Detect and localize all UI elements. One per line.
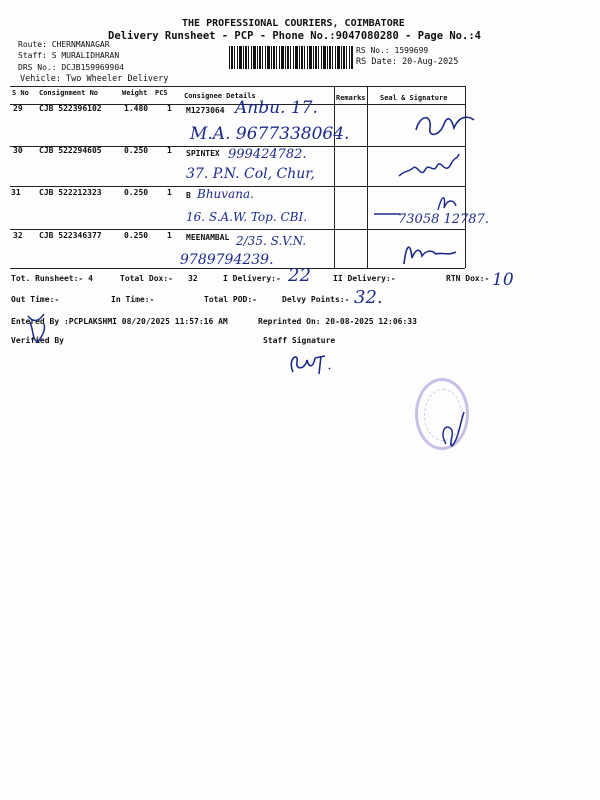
tot-runsheet: Tot. Runsheet:- 4	[11, 274, 93, 283]
signature-mark	[395, 150, 465, 186]
row-pcs: 1	[167, 188, 172, 197]
page-title: Delivery Runsheet - PCP - Phone No.:9047080280 - Page No.:4	[108, 30, 481, 42]
row-weight: 0.250	[124, 146, 149, 155]
delvy-points-label: Delvy Points:-	[282, 295, 350, 304]
header-remarks: Remarks	[336, 94, 366, 102]
table-top-rule	[10, 86, 465, 87]
staff-label: Staff: S MURALIDHARAN	[18, 51, 120, 60]
signature-mark	[400, 236, 460, 266]
rtn-dox-value: 10	[492, 270, 514, 290]
barcode	[229, 46, 353, 69]
row-pcs: 1	[167, 231, 172, 240]
row-sno: 32	[13, 231, 23, 240]
handwritten-phone: M.A. 9677338064.	[190, 124, 350, 144]
i-delivery-value: 22	[288, 265, 311, 286]
rs-date: RS Date: 20-Aug-2025	[356, 57, 459, 67]
handwritten-address: 16. S.A.W. Top. CBI.	[186, 210, 308, 224]
rs-number: RS No.: 1599699	[356, 46, 429, 55]
row-consignment: CJB 522212323	[39, 188, 102, 197]
handwritten-address: 2/35. S.V.N.	[236, 234, 307, 248]
handwritten-phone: 9789794239.	[180, 252, 274, 268]
row-weight: 0.250	[124, 188, 149, 197]
row-consignment: CJB 522396102	[39, 104, 102, 113]
header-sno: S No	[12, 89, 29, 97]
row-sno: 30	[13, 146, 23, 155]
total-dox-label: Total Dox:-	[120, 274, 173, 283]
row-divider	[10, 229, 465, 230]
signature-mark	[372, 190, 462, 216]
verified-by: Verified By	[11, 336, 64, 345]
in-time-label: In Time:-	[111, 295, 155, 304]
row-consignee: M1273064	[186, 106, 225, 115]
handwritten-name: Anbu. 17.	[235, 98, 318, 118]
company-name: THE PROFESSIONAL COURIERS, COIMBATORE	[182, 18, 405, 29]
row-weight: 1.480	[124, 104, 149, 113]
handwritten-phone: 73058 12787.	[398, 212, 489, 227]
handwritten-name: Bhuvana.	[197, 187, 254, 201]
table-bottom-rule	[10, 268, 465, 269]
row-consignment: CJB 522294605	[39, 146, 102, 155]
rtn-dox-label: RTN Dox:-	[446, 274, 490, 283]
row-sno: 31	[11, 188, 21, 197]
reprinted-on: Reprinted On: 20-08-2025 12:06:33	[258, 317, 417, 326]
row-sno: 29	[13, 104, 23, 113]
out-time-label: Out Time:-	[11, 295, 60, 304]
handwritten-phone: 999424782.	[228, 147, 307, 162]
i-delivery-label: I Delivery:-	[223, 274, 281, 283]
total-pod-label: Total POD:-	[204, 295, 257, 304]
row-pcs: 1	[167, 146, 172, 155]
row-consignee: B	[186, 191, 191, 200]
handwritten-address: 37. P.N. Col, Chur,	[186, 166, 315, 182]
row-consignee: MEENAMBAL	[186, 233, 230, 242]
verified-signature	[24, 312, 50, 346]
signature-mark	[410, 108, 480, 142]
entered-by: Entered By :PCPLAKSHMI 08/20/2025 11:57:16 AM	[11, 317, 228, 326]
column-divider	[367, 86, 368, 268]
column-divider	[334, 86, 335, 268]
staff-signature	[285, 348, 335, 378]
header-weight: Weight	[122, 89, 148, 97]
drs-number: DRS No.: DCJB159969904	[18, 63, 124, 72]
header-seal-signature: Seal & Signature	[380, 94, 448, 102]
row-weight: 0.250	[124, 231, 149, 240]
ii-delivery-label: II Delivery:-	[333, 274, 396, 283]
header-pcs: PCS	[155, 89, 168, 97]
header-consignee: Consignee Details	[184, 92, 256, 100]
staff-signature-label: Staff Signature	[263, 336, 336, 345]
vehicle-label: Vehicle: Two Wheeler Delivery	[20, 74, 169, 84]
row-pcs: 1	[167, 104, 172, 113]
total-dox-value: 32	[188, 274, 198, 283]
delvy-points-value: 32.	[354, 287, 383, 308]
row-consignment: CJB 522346377	[39, 231, 102, 240]
route-label: Route: CHERNMANAGAR	[18, 40, 110, 49]
header-consignment: Consignment No	[39, 89, 99, 97]
row-consignee: SPINTEX	[186, 149, 220, 158]
stamp-signature	[438, 404, 468, 450]
